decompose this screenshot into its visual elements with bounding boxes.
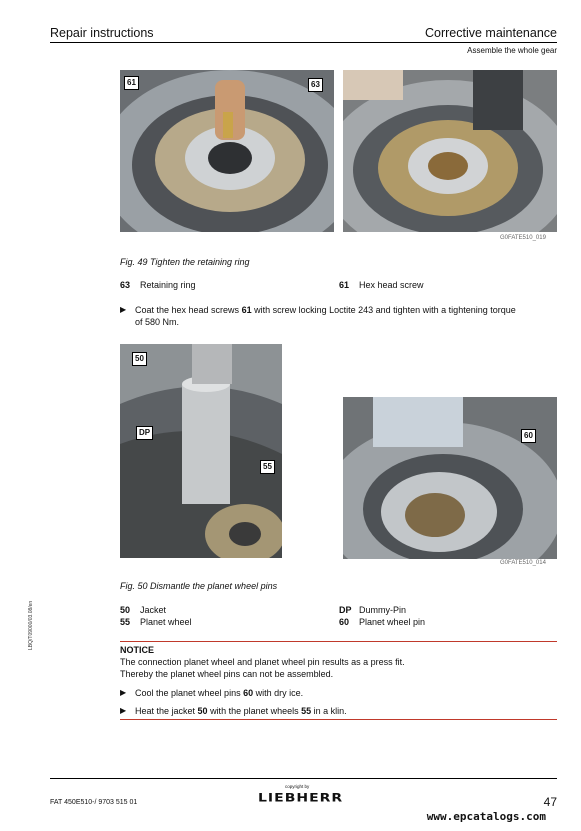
legend-text: Hex head screw [359,280,424,290]
notice-bottom-rule [120,719,557,720]
header-section-title: Repair instructions [50,26,154,40]
legend-num: 60 [339,617,350,627]
fig49-photo-right [343,70,557,232]
step-cool-pins: Cool the planet wheel pins 60 with dry ice. [135,688,304,698]
triangle-right-icon: ▶ [120,305,127,314]
fig49-photo-left [120,70,334,232]
legend-text: Dummy-Pin [359,605,407,615]
fig50-image-code: G0FATE510_014 [500,560,546,566]
legend-num: 50 [120,605,131,615]
fig49-caption: Fig. 49 Tighten the retaining ring [120,257,250,267]
callout-63: 63 [308,78,323,92]
legend-text: Jacket [140,605,167,615]
footer-copyright: copyright by [285,784,310,789]
step-heat-jacket: Heat the jacket 50 with the planet wheels 55 in a klin. [135,706,347,716]
notice-top-rule [120,641,557,642]
notice-text-2: Thereby the planet wheel pins can not be assembled. [120,669,334,679]
footer-doc-number: FAT 450E510-/ 9703 515 01 [50,799,138,806]
callout-dp: DP [136,426,153,440]
step-coat-screws: Coat the hex head screws 61 with screw locking Loctite 243 and tighten with a tightening torque of 580 Nm. [135,305,516,327]
header-subtitle: Assemble the whole gear [467,46,557,55]
triangle-right-icon: ▶ [120,688,127,697]
side-document-code: LBQ/T09000/03.08/en [28,600,34,650]
callout-55: 55 [260,460,275,474]
triangle-right-icon: ▶ [120,706,127,715]
callout-60: 60 [521,429,536,443]
notice-text-1: The connection planet wheel and planet wheel pin results as a press fit. [120,657,405,667]
legend-num: 61 [339,280,350,290]
fig50-photo-left [120,344,282,558]
footer-rule [50,778,557,779]
fig49-image-code: G0FATE510_019 [500,235,546,241]
notice-title: NOTICE [120,645,155,655]
header-chapter-title: Corrective maintenance [424,26,557,40]
legend-text: Retaining ring [140,280,196,290]
legend-text: Planet wheel pin [359,617,426,627]
header-rule [50,42,557,43]
legend-num: 63 [120,280,131,290]
fig50-photo-right [343,397,557,559]
page-number: 47 [543,795,557,809]
legend-num: 55 [120,617,131,627]
callout-50: 50 [132,352,147,366]
fig50-caption: Fig. 50 Dismantle the planet wheel pins [120,581,278,591]
liebherr-logo: LIEBHERR [258,791,344,805]
watermark-url[interactable]: www.epcatalogs.com [426,810,546,823]
callout-61: 61 [124,76,139,90]
legend-num: DP [339,605,352,615]
legend-text: Planet wheel [140,617,192,627]
